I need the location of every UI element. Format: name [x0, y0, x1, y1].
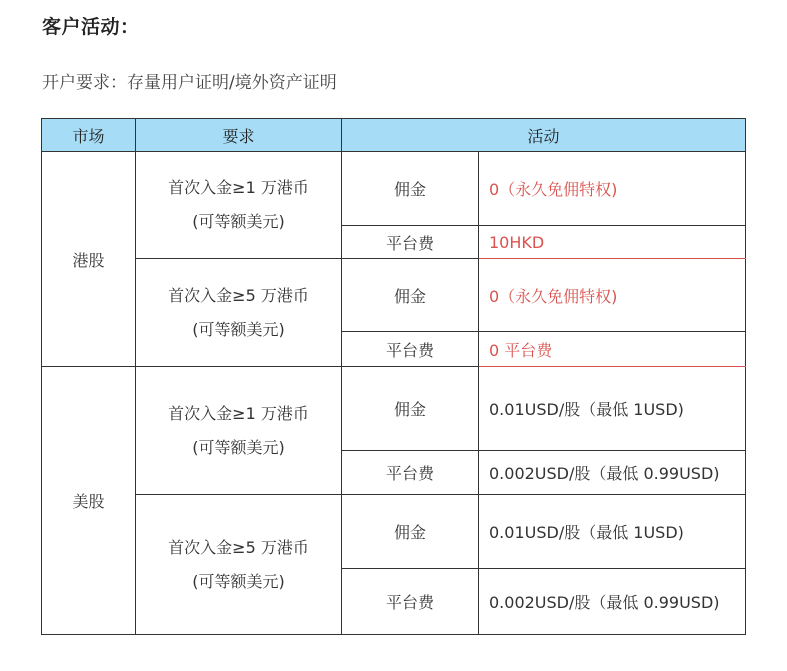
requirement-cell [136, 152, 342, 259]
requirement-cell [136, 367, 342, 495]
header-activity: 活动 [342, 119, 746, 152]
fee-value-platform: 0.002USD/股（最低 0.99USD) [479, 451, 746, 495]
fee-label-commission: 佣金 [342, 495, 479, 569]
header-market: 市场 [42, 119, 136, 152]
table-row [42, 495, 746, 569]
requirement-cell [136, 495, 342, 635]
table-header-row [42, 119, 746, 152]
requirement-deposit: 首次入金≥5 万港币 [168, 537, 309, 557]
requirement-deposit: 首次入金≥5 万港币 [168, 285, 309, 305]
fee-value-commission: 0.01USD/股（最低 1USD) [479, 367, 746, 451]
section-title: 客户活动： [42, 16, 140, 38]
table-row [42, 259, 746, 332]
fee-label-platform: 平台费 [342, 451, 479, 495]
fee-label-platform: 平台费 [342, 226, 479, 259]
header-requirement: 要求 [136, 119, 342, 152]
requirement-deposit: 首次入金≥1 万港币 [168, 403, 309, 423]
requirement-note: (可等额美元) [192, 319, 285, 339]
fee-label-commission: 佣金 [342, 367, 479, 451]
requirement-note: (可等额美元) [192, 212, 285, 231]
fee-value-commission: 0.01USD/股（最低 1USD) [479, 495, 746, 569]
account-requirement: 开户要求：存量用户证明/境外资产证明 [42, 73, 337, 93]
fee-value-platform: 0 平台费 [479, 332, 746, 367]
fee-label-commission: 佣金 [342, 259, 479, 332]
requirement-note: (可等额美元) [192, 571, 285, 591]
market-cell-hk: 港股 [42, 152, 136, 367]
fee-value-commission: 0（永久免佣特权) [479, 152, 746, 226]
market-cell-us: 美股 [42, 367, 136, 635]
fee-label-platform: 平台费 [342, 332, 479, 367]
fee-label-commission: 佣金 [342, 152, 479, 226]
table-row [42, 152, 746, 226]
fee-value-platform: 10HKD [479, 226, 746, 259]
activity-table [41, 118, 746, 635]
requirement-deposit: 首次入金≥1 万港币 [168, 178, 309, 197]
table-row [42, 367, 746, 451]
fee-value-commission: 0（永久免佣特权) [479, 259, 746, 332]
requirement-cell [136, 259, 342, 367]
requirement-note: (可等额美元) [192, 437, 285, 457]
fee-label-platform: 平台费 [342, 569, 479, 635]
fee-value-platform: 0.002USD/股（最低 0.99USD) [479, 569, 746, 635]
